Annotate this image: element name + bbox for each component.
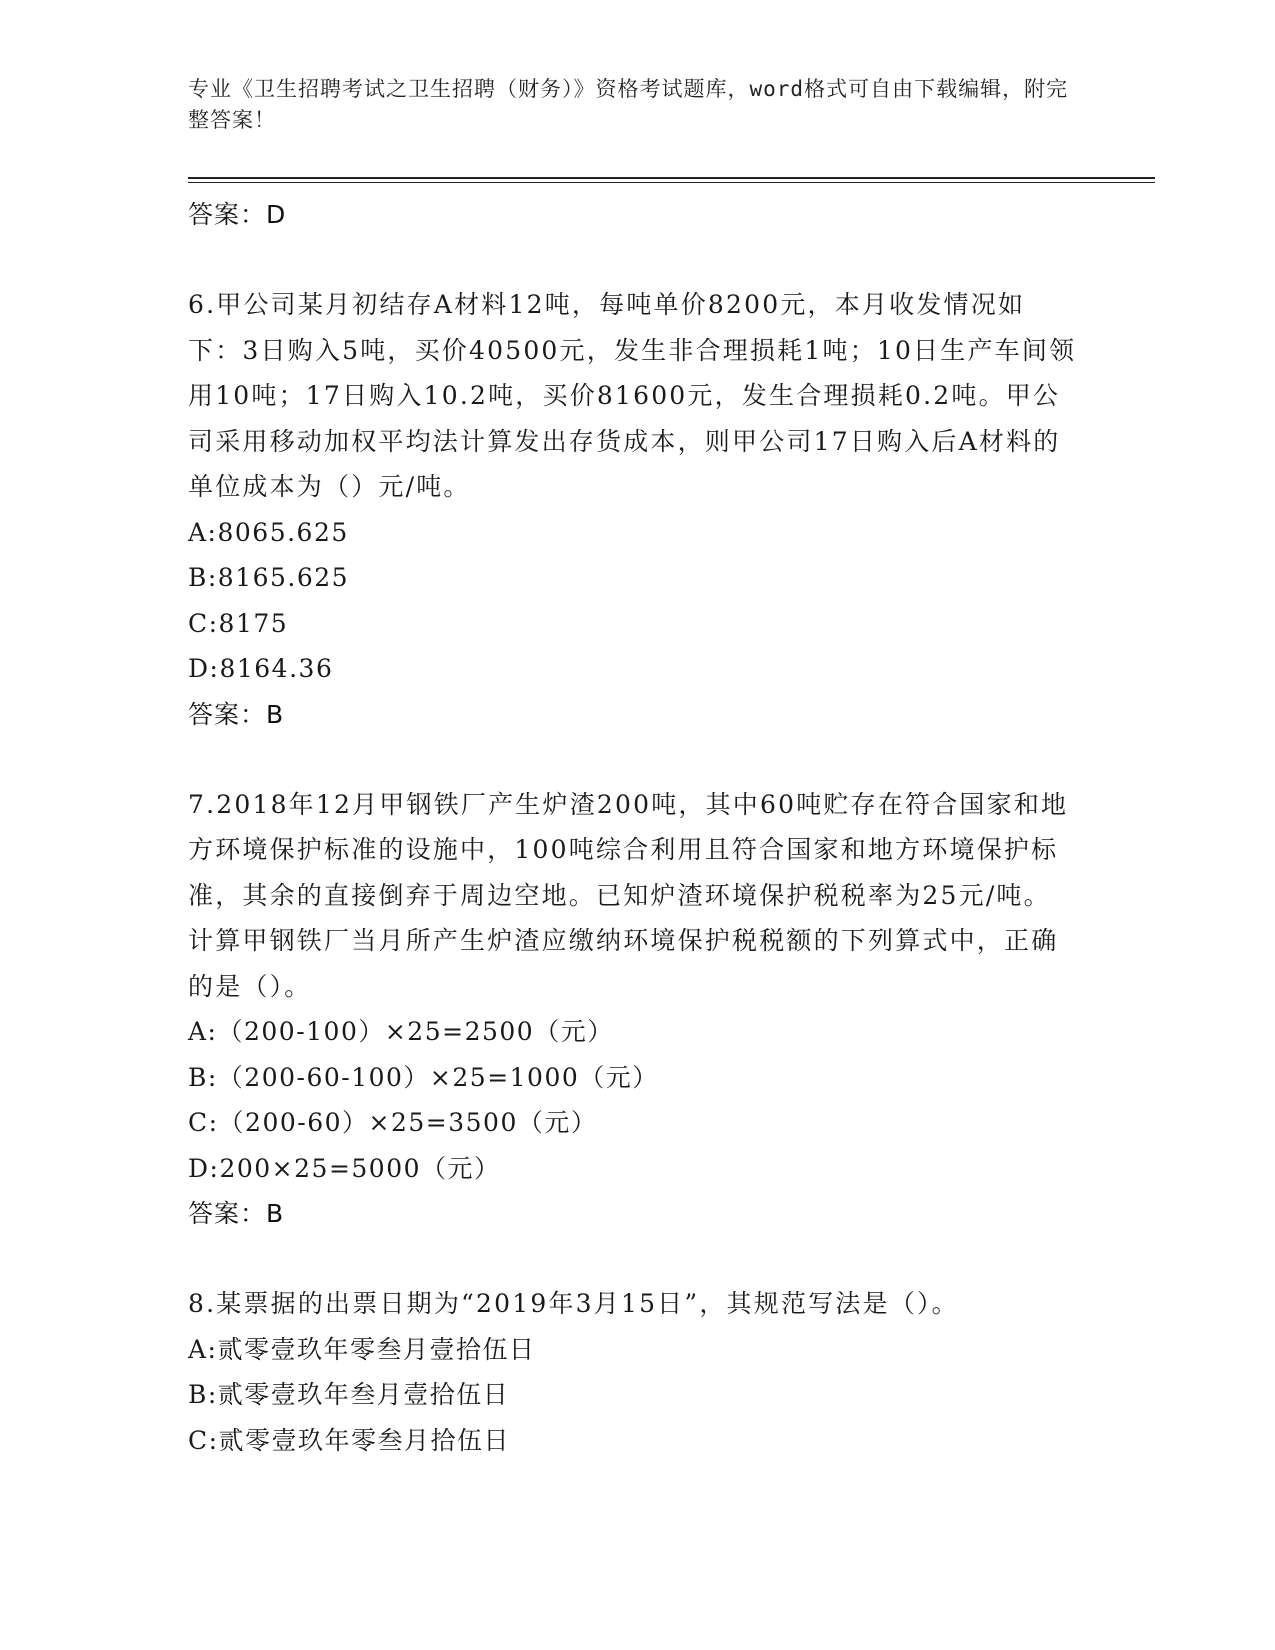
option-a: A:贰零壹玖年零叁月壹拾伍日 <box>188 1334 536 1364</box>
option-b: B:贰零壹玖年叁月壹拾伍日 <box>188 1380 510 1409</box>
document-header: 专业《卫生招聘考试之卫生招聘（财务）》资格考试题库，word格式可自由下载编辑，附完整答案！ <box>188 77 1069 132</box>
question-6 <box>188 282 1088 738</box>
option-d: D:8164.36 <box>188 654 334 683</box>
header-divider-thin <box>188 182 1155 183</box>
option-a: A:8065.625 <box>188 517 349 547</box>
previous-answer: 答案：D <box>188 200 287 229</box>
option-c: C:（200-60）×25=3500（元） <box>188 1108 598 1137</box>
option-c: C:8175 <box>188 608 289 638</box>
question-list <box>188 188 1088 1463</box>
option-b: B:（200-60-100）×25=1000（元） <box>188 1062 659 1092</box>
question-answer: 答案：B <box>188 1199 285 1228</box>
option-d: D:200×25=5000（元） <box>188 1153 501 1183</box>
question-answer: 答案：B <box>188 699 285 729</box>
question-text: 6.甲公司某月初结存A材料12吨，每吨单价8200元，本月收发情况如下：3日购入5吨，买价40500元，发生非合理损耗1吨；10日生产车间领用10吨；17日购入10.2吨，买价81600元，发生合理损耗0.2吨。甲公司采用移动加权平均法计算发出存货成本，则甲公司17日购入后A材料的单位成本为（）元/吨。 <box>188 290 1077 501</box>
question-text: 7.2018年12月甲钢铁厂产生炉渣200吨，其中60吨贮存在符合国家和地方环境保护标准的设施中，100吨综合利用且符合国家和地方环境保护标准，其余的直接倒弃于周边空地。已知炉渣环境保护税税率为25元/吨。计算甲钢铁厂当月所产生炉渣应缴纳环境保护税税额的下列算式中，正确的是（）。 <box>188 789 1069 1001</box>
question-8 <box>188 1281 1088 1463</box>
question-text: 8.某票据的出票日期为“2019年3月15日”，其规范写法是（）。 <box>188 1289 959 1318</box>
option-a: A:（200-100）×25=2500（元） <box>188 1017 614 1046</box>
question-7 <box>188 782 1088 1238</box>
header-divider-thick <box>188 177 1155 179</box>
option-c: C:贰零壹玖年零叁月拾伍日 <box>188 1425 511 1455</box>
option-b: B:8165.625 <box>188 563 350 592</box>
